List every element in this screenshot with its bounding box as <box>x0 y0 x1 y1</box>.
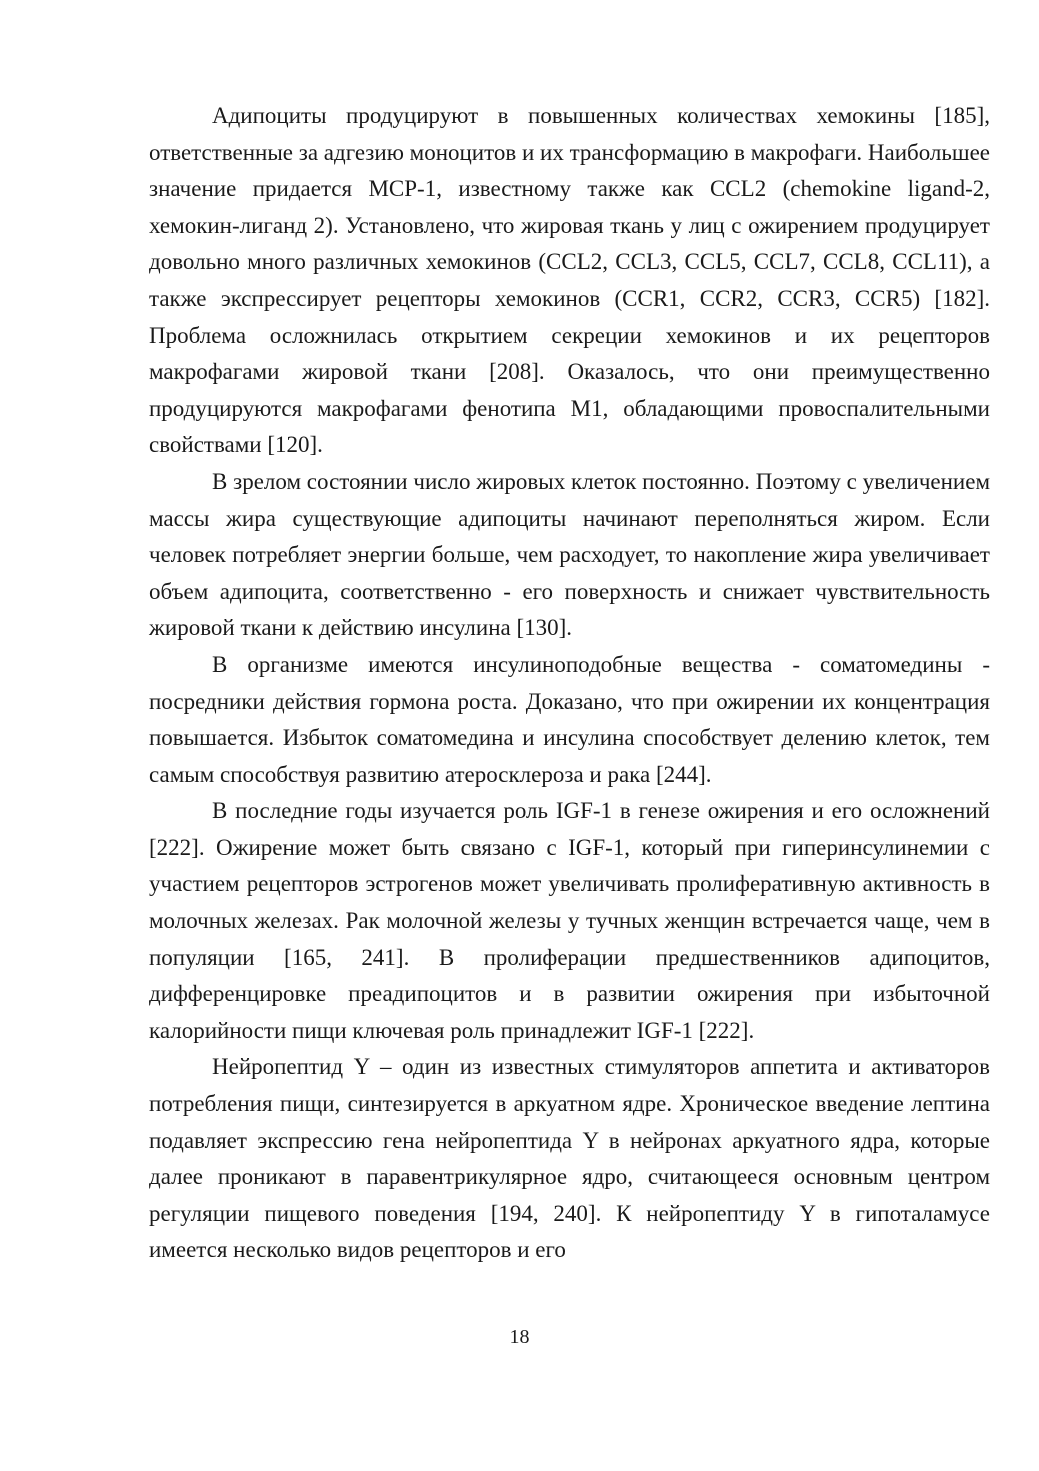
page-number: 18 <box>509 1326 530 1348</box>
paragraph-neuropeptide-y: Нейропептид Y – один из известных стимуляторов аппетита и активаторов потребления пищи, синтезируется в аркуатном ядре. Хроническое введение лептина подавляет экспрессию гена нейропептида Y в нейронах аркуатного ядра, которые далее проникают в паравентрикулярное ядро, считающееся основным центром регуляции пищевого поведения [194, 240]. К нейропептиду Y в гипоталамусе имеется несколько видов рецепторов и его <box>149 1054 990 1263</box>
body-text <box>149 98 990 1269</box>
paragraph-somatomedins: В организме имеются инсулиноподобные вещества - соматомедины - посредники действия гормона роста. Доказано, что при ожирении их концентрация повышается. Избыток соматомедина и инсулина способствует делению клеток, тем самым способствуя развитию атеросклероза и рака [244]. <box>149 651 990 787</box>
paragraph-chemokines: Адипоциты продуцируют в повышенных количествах хемокины [185], ответственные за адгезию моноцитов и их трансформацию в макрофаги. Наибольшее значение придается MCP-1, известному также как CCL2 (chemokine ligand-2, хемокин-лиганд 2). Установлено, что жировая ткань у лиц с ожирением продуцирует довольно много различных хемокинов (CCL2, CCL3, CCL5, CCL7, CCL8, CCL11), а также экспрессирует рецепторы хемокинов (CCR1, CCR2, CCR3, CCR5) [182]. Проблема осложнилась открытием секреции хемокинов и их рецепторов макрофагами жировой ткани [208]. Оказалось, что они преимущественно продуцируются макрофагами фенотипа M1, обладающими провоспалительными свойствами [120]. <box>149 103 991 458</box>
paragraph-igf1: В последние годы изучается роль IGF-1 в генезе ожирения и его осложнений [222]. Ожирение может быть связано с IGF-1, который при гиперинсулинемии с участием рецепторов эстрогенов может увеличивать пролиферативную активность в молочных железах. Рак молочной железы у тучных женщин встречается чаще, чем в популяции [165, 241]. В пролиферации предшественников адипоцитов, дифференцировке преадипоцитов и в развитии ожирения при избыточной калорийности пищи ключевая роль принадлежит IGF-1 [222]. <box>149 798 990 1043</box>
paragraph-fat-cells: В зрелом состоянии число жировых клеток постоянно. Поэтому с увеличением массы жира существующие адипоциты начинают переполняться жиром. Если человек потребляет энергии больше, чем расходует, то накопление жира увеличивает объем адипоцита, соответственно - его поверхность и снижает чувствительность жировой ткани к действию инсулина [130]. <box>149 468 990 641</box>
